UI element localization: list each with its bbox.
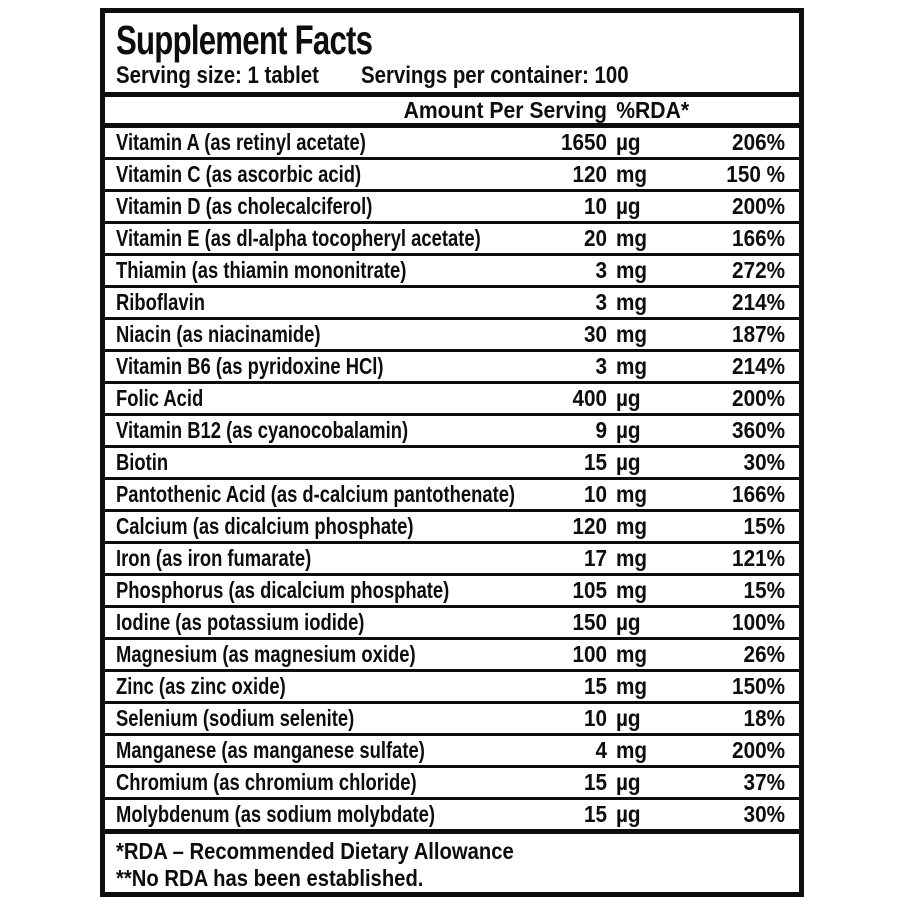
nutrient-rda: 272% (732, 257, 785, 283)
nutrient-name: Calcium (as dicalcium phosphate) (116, 513, 414, 539)
nutrient-unit: mg (616, 481, 648, 507)
nutrient-rda: 200% (732, 385, 785, 411)
nutrient-rda: 30% (743, 801, 785, 827)
nutrient-name: Vitamin C (as ascorbic acid) (116, 161, 362, 187)
nutrient-unit: µg (616, 417, 641, 443)
footnotes-section (105, 834, 799, 892)
table-row-vitamin-b6 (105, 349, 799, 381)
nutrient-amount: 10 (583, 481, 607, 507)
nutrient-amount: 3 (595, 257, 607, 283)
nutrient-amount: 150 (572, 609, 607, 635)
table-row-biotin (105, 445, 799, 477)
column-header-row (105, 97, 799, 123)
nutrient-rda: 214% (732, 353, 785, 379)
nutrient-rda: 150 % (726, 161, 785, 187)
nutrient-unit: µg (616, 705, 641, 731)
table-row-magnesium (105, 637, 799, 669)
nutrient-amount: 9 (595, 417, 607, 443)
nutrient-unit: mg (616, 577, 648, 603)
nutrient-name: Niacin (as niacinamide) (116, 321, 321, 347)
nutrient-name: Riboflavin (116, 289, 205, 315)
supplement-facts-label (100, 8, 804, 897)
table-row-niacin (105, 317, 799, 349)
nutrient-rda: 26% (743, 641, 785, 667)
table-row-selenium (105, 701, 799, 733)
nutrient-rda: 187% (732, 321, 785, 347)
nutrient-rda: 206% (732, 129, 785, 155)
nutrient-amount: 120 (572, 513, 607, 539)
nutrient-amount: 3 (595, 353, 607, 379)
nutrient-rda: 214% (732, 289, 785, 315)
nutrient-amount: 15 (583, 449, 607, 475)
nutrient-unit: µg (616, 449, 641, 475)
nutrient-name: Pantothenic Acid (as d-calcium pantothenate) (116, 481, 516, 507)
amount-column-header: Amount Per Serving (403, 97, 607, 123)
servings-per-container-text: Servings per container: 100 (360, 62, 629, 89)
table-row-vitamin-e (105, 221, 799, 253)
nutrient-rda: 15% (743, 513, 785, 539)
nutrient-unit: mg (616, 545, 648, 571)
nutrient-rda: 166% (732, 481, 785, 507)
nutrient-amount: 100 (572, 641, 607, 667)
nutrient-name: Thiamin (as thiamin mononitrate) (116, 257, 407, 283)
nutrient-unit: mg (616, 321, 648, 347)
nutrient-amount: 15 (583, 673, 607, 699)
nutrient-amount: 10 (583, 705, 607, 731)
nutrient-name: Zinc (as zinc oxide) (116, 673, 286, 699)
nutrient-amount: 10 (583, 193, 607, 219)
table-row-iron (105, 541, 799, 573)
nutrient-name: Selenium (sodium selenite) (116, 705, 355, 731)
nutrient-amount: 20 (583, 225, 607, 251)
nutrient-name: Iodine (as potassium iodide) (116, 609, 365, 635)
nutrient-unit: mg (616, 161, 648, 187)
table-row-manganese (105, 733, 799, 765)
nutrient-name: Biotin (116, 449, 169, 475)
nutrient-rda: 30% (743, 449, 785, 475)
nutrient-unit: mg (616, 641, 648, 667)
nutrient-name: Magnesium (as magnesium oxide) (116, 641, 416, 667)
nutrient-name: Vitamin B6 (as pyridoxine HCl) (116, 353, 384, 379)
nutrient-unit: µg (616, 385, 641, 411)
nutrient-amount: 120 (572, 161, 607, 187)
table-row-calcium (105, 509, 799, 541)
nutrient-rda: 100% (732, 609, 785, 635)
nutrient-amount: 30 (583, 321, 607, 347)
table-row-thiamin (105, 253, 799, 285)
table-row-vitamin-b12 (105, 413, 799, 445)
nutrient-unit: µg (616, 801, 641, 827)
nutrient-unit: mg (616, 289, 648, 315)
nutrient-amount: 17 (583, 545, 607, 571)
nutrient-amount: 400 (572, 385, 607, 411)
nutrient-amount: 4 (595, 737, 607, 763)
table-row-vitamin-c (105, 157, 799, 189)
nutrient-name: Folic Acid (116, 385, 204, 411)
nutrient-name: Chromium (as chromium chloride) (116, 769, 417, 795)
label-title: Supplement Facts (116, 17, 373, 63)
nutrient-name: Phosphorus (as dicalcium phosphate) (116, 577, 450, 603)
table-row-folic-acid (105, 381, 799, 413)
serving-size-text: Serving size: 1 tablet (116, 62, 319, 89)
table-row-iodine (105, 605, 799, 637)
nutrient-unit: µg (616, 193, 641, 219)
nutrient-name: Vitamin A (as retinyl acetate) (116, 129, 366, 155)
nutrient-unit: µg (616, 129, 641, 155)
nutrient-rda: 15% (743, 577, 785, 603)
table-row-vitamin-a (105, 128, 799, 157)
nutrient-name: Vitamin D (as cholecalciferol) (116, 193, 373, 219)
nutrient-unit: mg (616, 225, 648, 251)
nutrient-amount: 3 (595, 289, 607, 315)
label-header (105, 13, 799, 92)
nutrient-unit: mg (616, 353, 648, 379)
nutrient-rda: 150% (732, 673, 785, 699)
table-row-riboflavin (105, 285, 799, 317)
nutrient-rda: 37% (743, 769, 785, 795)
nutrient-unit: µg (616, 769, 641, 795)
nutrient-name: Iron (as iron fumarate) (116, 545, 312, 571)
nutrient-name: Vitamin B12 (as cyanocobalamin) (116, 417, 409, 443)
nutrient-table (105, 128, 799, 829)
nutrient-name: Molybdenum (as sodium molybdate) (116, 801, 435, 827)
serving-info (116, 61, 787, 90)
nutrient-name: Vitamin E (as dl-alpha tocopheryl acetate) (116, 225, 481, 251)
table-row-vitamin-d (105, 189, 799, 221)
nutrient-unit: mg (616, 737, 648, 763)
nutrient-unit: µg (616, 609, 641, 635)
table-row-zinc (105, 669, 799, 701)
nutrient-unit: mg (616, 257, 648, 283)
nutrient-rda: 200% (732, 193, 785, 219)
nutrient-unit: mg (616, 673, 648, 699)
footnote-rda-definition: *RDA – Recommended Dietary Allowance (116, 838, 514, 864)
nutrient-amount: 15 (583, 801, 607, 827)
nutrient-rda: 200% (732, 737, 785, 763)
nutrient-rda: 166% (732, 225, 785, 251)
table-row-molybdenum (105, 797, 799, 829)
nutrient-rda: 360% (732, 417, 785, 443)
nutrient-rda: 121% (732, 545, 785, 571)
nutrient-rda: 18% (743, 705, 785, 731)
footnote-no-rda: **No RDA has been established. (116, 865, 424, 891)
table-row-pantothenic-acid (105, 477, 799, 509)
table-row-phosphorus (105, 573, 799, 605)
rda-column-header: %RDA* (616, 97, 690, 123)
nutrient-amount: 15 (583, 769, 607, 795)
nutrient-unit: mg (616, 513, 648, 539)
nutrient-amount: 105 (572, 577, 607, 603)
table-row-chromium (105, 765, 799, 797)
nutrient-amount: 1650 (560, 129, 607, 155)
nutrient-name: Manganese (as manganese sulfate) (116, 737, 425, 763)
